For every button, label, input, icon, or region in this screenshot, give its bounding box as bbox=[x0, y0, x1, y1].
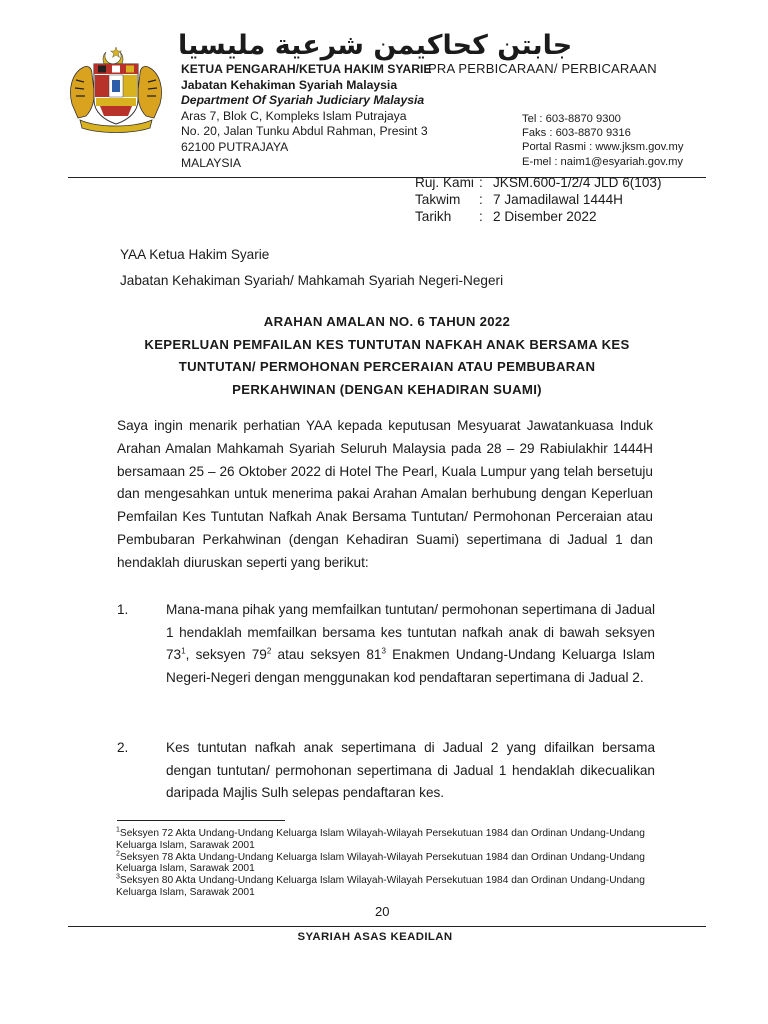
jawi-department-name: جابتن كحاكيمن شرعية مليسيا bbox=[178, 30, 573, 61]
footnote-ref: 1 bbox=[181, 646, 186, 656]
tarikh-label: Tarikh bbox=[415, 209, 452, 224]
letterhead-contact bbox=[522, 112, 683, 169]
title-line: TUNTUTAN/ PERMOHONAN PERCERAIAN ATAU PEMBUBARAN bbox=[178, 359, 596, 374]
reference-block bbox=[415, 174, 662, 225]
footnotes bbox=[116, 828, 676, 899]
tarikh-value: 2 Disember 2022 bbox=[493, 209, 597, 224]
addressee-title: YAA Ketua Hakim Syarie bbox=[120, 247, 270, 262]
takwim-label: Takwim bbox=[415, 192, 461, 207]
list-item-number: 2. bbox=[117, 740, 129, 755]
list-item bbox=[117, 737, 657, 807]
footnote: $^1$Seksyen 72 Akta Undang-Undang Keluarga Islam Wilayah-Wilayah Persekutuan 1984 dan Ordinan Undang-Undang Keluarga Islam, Sarawak 2001 bbox=[116, 826, 645, 851]
address-department-english: Department Of Syariah Judiciary Malaysia bbox=[181, 93, 425, 108]
title-line: PERKAHWINAN (DENGAN KEHADIRAN SUAMI) bbox=[232, 381, 542, 397]
contact-portal: Portal Rasmi : www.jksm.gov.my bbox=[522, 141, 684, 154]
footer-motto: SYARIAH ASAS KEADILAN bbox=[297, 931, 453, 943]
address-line: No. 20, Jalan Tunku Abdul Rahman, Presint 3 bbox=[181, 124, 428, 139]
footnote-divider bbox=[117, 820, 285, 821]
contact-fax: Faks : 603-8870 9316 bbox=[522, 127, 631, 140]
tarikh-row: Tarikh :2 Disember 2022 bbox=[415, 209, 597, 224]
footnote: $^2$Seksyen 78 Akta Undang-Undang Keluarga Islam Wilayah-Wilayah Persekutuan 1984 dan Ordinan Undang-Undang Keluarga Islam, Sarawak 2001 bbox=[116, 850, 645, 875]
footnote-ref: 2 bbox=[266, 646, 272, 656]
takwim-row: Takwim :7 Jamadilawal 1444H bbox=[415, 192, 623, 207]
footer-divider bbox=[68, 926, 706, 927]
reference-row: Ruj. Kami :JKSM.600-1/2/4 JLD 6(103) bbox=[415, 175, 662, 190]
intro-paragraph: Saya ingin menarik perhatian YAA kepada keputusan Mesyuarat Jawatankuasa Induk Arahan Amalan Mahkamah Syariah Seluruh Malaysia pada 28 – 29 Rabiulakhir 1444H bersamaan 25 – 26 Oktober 2022 di Hotel The Pearl, Kuala Lumpur yang telah bersetuju dan mengesahkan untuk menerima pakai Arahan Amalan berhubung dengan Keperluan Pemfailan Kes Tuntutan Nafkah Anak Bersama Tuntutan/ Permohonan Perceraian atau Pembubaran Perkahwinan (dengan Kehadiran Suami) sepertimana di Jadual 1 dan hendaklah diuruskan seperti yang berikut: bbox=[117, 418, 653, 570]
addressee-block bbox=[120, 242, 503, 294]
title-practice-direction-number: ARAHAN AMALAN NO. 6 TAHUN 2022 bbox=[263, 314, 511, 329]
footnote: $^3$Seksyen 80 Akta Undang-Undang Keluarga Islam Wilayah-Wilayah Persekutuan 1984 dan Ordinan Undang-Undang Keluarga Islam, Sarawak 2001 bbox=[116, 873, 645, 898]
address-line: Aras 7, Blok C, Kompleks Islam Putrajaya bbox=[181, 108, 407, 123]
takwim-value: 7 Jamadilawal 1444H bbox=[493, 192, 623, 207]
address-line: MALAYSIA bbox=[181, 155, 242, 170]
ref-value: JKSM.600-1/2/4 JLD 6(103) bbox=[493, 175, 662, 190]
page-number: 20 bbox=[375, 904, 390, 919]
contact-phone: Tel : 603-8870 9300 bbox=[522, 113, 621, 125]
list-item bbox=[117, 599, 657, 719]
letterhead-address bbox=[181, 62, 432, 171]
ref-label: Ruj. Kami bbox=[415, 175, 474, 190]
address-line: 62100 PUTRAJAYA bbox=[181, 139, 289, 154]
address-office-title: KETUA PENGARAH/KETUA HAKIM SYARIE bbox=[181, 62, 432, 76]
addressee-department: Jabatan Kehakiman Syariah/ Mahkamah Syariah Negeri-Negeri bbox=[120, 273, 504, 288]
footnote-ref: 3 bbox=[381, 646, 386, 656]
contact-email: E-mel : naim1@esyariah.gov.my bbox=[522, 155, 683, 168]
document-title bbox=[68, 311, 706, 401]
list-item-text: Kes tuntutan nafkah anak sepertimana di Jadual 2 yang difailkan bersama dengan tuntutan/ permohonan sepertimana di Jadual 1 hendaklah dikecualikan daripada Majlis Sulh selepas pendaftaran kes. bbox=[166, 740, 655, 801]
title-line: KEPERLUAN PEMFAILAN KES TUNTUTAN NAFKAH ANAK BERSAMA KES bbox=[144, 336, 630, 352]
coat-of-arms-logo bbox=[62, 44, 170, 134]
address-department-malay: Jabatan Kehakiman Syariah Malaysia bbox=[181, 77, 398, 92]
stamp-label: PRA PERBICARAAN/ PERBICARAAN bbox=[428, 61, 657, 76]
list-item-text: Mana-mana pihak yang memfailkan tuntutan/ permohonan sepertimana di Jadual 1 hendaklah memfailkan bersama kes tuntutan nafkah anak di bawah seksyen $73^1$, seksyen $79^2$ atau seksyen $81^3$ Enakmen Undang-Undang Keluarga Islam Negeri-Negeri dengan menggunakan kod pendaftaran sepertimana di Jadual 2. bbox=[166, 602, 655, 685]
list-item-number: 1. bbox=[117, 602, 129, 617]
